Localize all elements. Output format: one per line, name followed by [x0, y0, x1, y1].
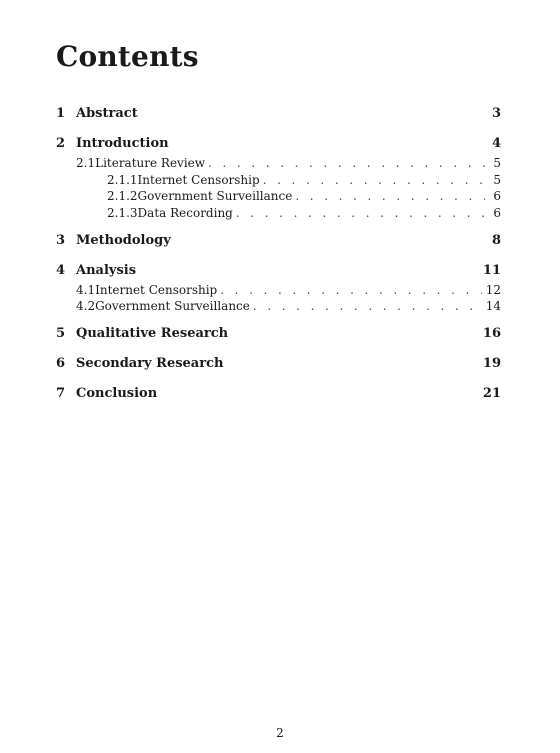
section-number: 3 [56, 232, 66, 248]
subsection-title: Literature Review [95, 156, 206, 170]
toc-entry-internet-censorship[interactable] [56, 173, 501, 190]
section-number: 4 [56, 262, 66, 278]
toc-entry-literature-review[interactable] [56, 156, 501, 173]
table-of-contents [56, 106, 501, 406]
toc-entry-qualitative-research[interactable] [56, 326, 501, 346]
page-reference: 4 [491, 136, 501, 151]
subsubsection-title: Data Recording [137, 206, 233, 221]
dot-leader [263, 173, 485, 187]
page-reference: 3 [491, 106, 501, 121]
subsection-number: 4.2 [76, 299, 96, 314]
toc-entry-government-surveillance[interactable] [56, 189, 501, 206]
page-reference: 12 [485, 282, 501, 297]
section-number: 1 [56, 106, 66, 121]
dot-leader [220, 283, 481, 297]
section-title: Abstract [76, 106, 138, 121]
page-title: Contents [56, 40, 199, 73]
toc-entry-analysis[interactable] [56, 263, 501, 283]
page-reference: 21 [482, 386, 501, 402]
subsection-number: 2.1 [76, 156, 96, 170]
section-title: Methodology [76, 232, 171, 248]
dot-leader [208, 156, 485, 170]
section-title: Conclusion [76, 386, 158, 402]
page-reference: 5 [493, 156, 501, 170]
subsubsection-number: 2.1.2 [107, 189, 138, 204]
toc-entry-methodology[interactable] [56, 233, 501, 253]
toc-entry-secondary-research[interactable] [56, 356, 501, 376]
subsubsection-title: Government Surveillance [137, 189, 293, 204]
section-title: Analysis [76, 262, 137, 278]
page-number: 2 [276, 726, 284, 740]
subsection-number: 4.1 [76, 282, 96, 297]
section-number: 5 [56, 326, 66, 342]
toc-entry-introduction[interactable] [56, 136, 501, 156]
page-reference: 6 [493, 206, 501, 221]
dot-leader [236, 206, 485, 220]
section-number: 7 [56, 386, 66, 402]
dot-leader [253, 299, 482, 313]
subsubsection-number: 2.1.1 [107, 172, 138, 187]
subsection-title: Internet Censorship [95, 282, 218, 297]
toc-entry-analysis-government-surveillance[interactable] [56, 299, 501, 316]
section-title: Secondary Research [76, 356, 224, 372]
section-number: 2 [56, 136, 66, 151]
page-reference: 8 [491, 232, 501, 248]
subsubsection-number: 2.1.3 [107, 206, 138, 221]
page-reference: 16 [482, 326, 501, 342]
toc-entry-data-recording[interactable] [56, 206, 501, 223]
toc-entry-abstract[interactable] [56, 106, 501, 126]
section-title: Introduction [76, 136, 169, 151]
page-reference: 14 [485, 299, 501, 314]
page-reference: 11 [482, 262, 501, 278]
section-title: Qualitative Research [76, 326, 229, 342]
toc-entry-analysis-internet-censorship[interactable] [56, 283, 501, 300]
toc-entry-conclusion[interactable] [56, 386, 501, 406]
section-number: 6 [56, 356, 66, 372]
subsubsection-title: Internet Censorship [137, 172, 260, 187]
subsection-title: Government Surveillance [95, 299, 250, 314]
page-reference: 19 [482, 356, 501, 372]
page-reference: 6 [493, 189, 501, 204]
dot-leader [295, 189, 485, 203]
page-reference: 5 [493, 172, 501, 187]
